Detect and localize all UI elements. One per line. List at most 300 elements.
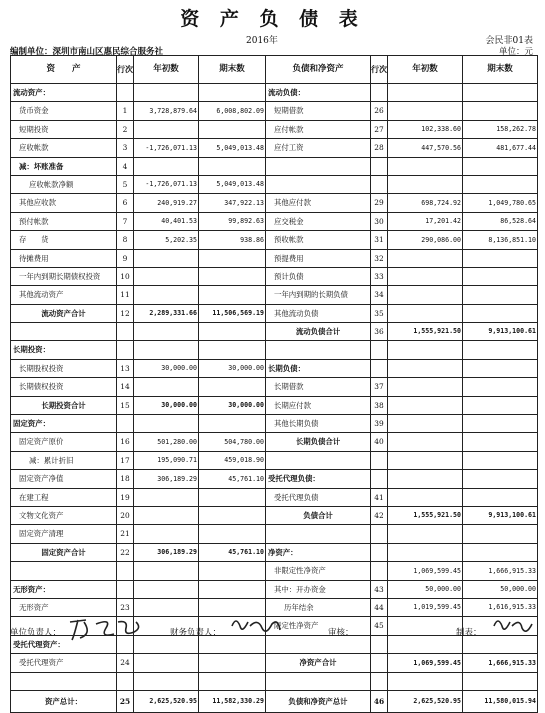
asset-begin: 306,189.29 [134,543,199,561]
page-title: 资 产 负 债 表 [180,8,365,30]
liability-item: 一年内到期的长期负债 [266,286,371,304]
liability-item [266,157,371,175]
asset-begin [134,249,199,267]
asset-item: 固定资产净值 [11,470,117,488]
asset-item: 长期股权投资 [11,359,117,377]
liability-end: 50,000.00 [463,580,538,598]
asset-line-no: 16 [117,433,134,451]
liability-line-no: 29 [371,194,388,212]
asset-line-no: 4 [117,157,134,175]
liability-item: 受托代理负债 [266,488,371,506]
liability-item: 流动负债： [266,84,371,102]
asset-item: 待摊费用 [11,249,117,267]
liability-line-no [371,157,388,175]
liability-begin [388,84,463,102]
liability-line-no: 39 [371,415,388,433]
asset-end [199,562,266,580]
table-row [11,415,538,433]
table-row [11,120,538,138]
liability-line-no: 28 [371,139,388,157]
asset-item: 应收帐款 [11,139,117,157]
table-row [11,470,538,488]
asset-item [11,672,117,690]
asset-end: 938.86 [199,231,266,249]
asset-end [199,249,266,267]
asset-item: 预付帐款 [11,212,117,230]
liability-begin [388,415,463,433]
asset-item: 应收帐款净额 [11,175,117,193]
liability-end [463,396,538,414]
asset-end: 99,892.63 [199,212,266,230]
preparer-label: 制表： [456,628,482,638]
asset-line-no: 20 [117,506,134,524]
asset-end: 504,780.00 [199,433,266,451]
liability-total-begin: 2,625,520.95 [388,690,463,712]
asset-item: 存 货 [11,231,117,249]
liability-item: 短期借款 [266,102,371,120]
liability-item: 长期负债合计 [266,433,371,451]
asset-item: 短期投资 [11,120,117,138]
liability-begin [388,102,463,120]
liability-begin [388,157,463,175]
asset-line-no: 24 [117,654,134,672]
table-row [11,102,538,120]
liability-line-no: 33 [371,267,388,285]
asset-line-no [117,562,134,580]
table-row [11,672,538,690]
asset-item: 在建工程 [11,488,117,506]
asset-begin: 240,919.27 [134,194,199,212]
liability-line-no [371,359,388,377]
liability-item [266,672,371,690]
asset-end [199,341,266,359]
table-row [11,543,538,561]
liability-end [463,102,538,120]
liability-item: 其他长期负债 [266,415,371,433]
preparer-signature [490,612,538,642]
asset-end [199,488,266,506]
liability-begin [388,543,463,561]
report-year: 2016年 [246,36,278,46]
liability-item: 长期应付款 [266,396,371,414]
asset-end: 11,506,569.19 [199,304,266,322]
table-row [11,175,538,193]
header-begin: 年初数 [134,56,199,84]
asset-line-no: 23 [117,598,134,616]
table-row [11,506,538,524]
asset-begin: 195,090.71 [134,451,199,469]
liability-begin [388,672,463,690]
liability-total-line-no: 46 [371,690,388,712]
asset-begin [134,415,199,433]
asset-item: 其他流动资产 [11,286,117,304]
asset-item: 固定资产： [11,415,117,433]
asset-item: 受托代理资产： [11,635,117,653]
liability-line-no: 36 [371,323,388,341]
table-header-row [11,56,538,84]
asset-end [199,672,266,690]
liability-line-no: 34 [371,286,388,304]
liability-end [463,525,538,543]
asset-begin [134,654,199,672]
liability-end: 158,262.78 [463,120,538,138]
header-liabilities: 负债和净资产 [266,56,371,84]
liability-end [463,543,538,561]
liability-line-no [371,525,388,543]
liability-item [266,451,371,469]
signature-footer [10,618,537,644]
header-line: 行次 [117,56,134,84]
liability-line-no: 42 [371,506,388,524]
liability-end [463,267,538,285]
asset-begin: 3,728,879.64 [134,102,199,120]
liability-item: 流动负债合计 [266,323,371,341]
liability-begin: 102,338.60 [388,120,463,138]
liability-item: 历年结余 [266,598,371,616]
liability-item: 非限定性净资产 [266,562,371,580]
asset-end [199,323,266,341]
liability-begin: 50,000.00 [388,580,463,598]
liability-item: 应交税金 [266,212,371,230]
table-row [11,249,538,267]
asset-begin: 40,401.53 [134,212,199,230]
asset-end: 5,049,013.48 [199,175,266,193]
liability-line-no [371,84,388,102]
liability-end: 9,913,100.61 [463,323,538,341]
asset-end [199,415,266,433]
table-row [11,341,538,359]
asset-line-no: 21 [117,525,134,543]
liability-end: 1,666,915.33 [463,654,538,672]
asset-begin: -1,726,071.13 [134,175,199,193]
finance-head-signature [228,612,288,642]
liability-begin: 447,570.56 [388,139,463,157]
asset-line-no [117,84,134,102]
liability-end [463,672,538,690]
table-row [11,139,538,157]
liability-end [463,415,538,433]
unit-head-signature [66,614,146,644]
liability-begin [388,488,463,506]
liability-item: 长期负债： [266,359,371,377]
liability-begin [388,341,463,359]
liability-end [463,433,538,451]
form-number: 会民非01表 [485,36,533,46]
liability-line-no: 35 [371,304,388,322]
asset-begin [134,672,199,690]
liability-item [266,525,371,543]
asset-begin [134,341,199,359]
liability-total-end: 11,580,015.94 [463,690,538,712]
asset-item: 货币资金 [11,102,117,120]
liability-line-no [371,672,388,690]
asset-begin [134,525,199,543]
liability-end [463,359,538,377]
liability-begin: 290,086.00 [388,231,463,249]
table-row [11,654,538,672]
liability-item: 限定性净资产 [266,617,371,635]
liability-line-no [371,175,388,193]
table-row [11,359,538,377]
liability-end [463,157,538,175]
asset-line-no: 1 [117,102,134,120]
liability-line-no: 27 [371,120,388,138]
asset-line-no: 14 [117,378,134,396]
asset-item: 流动资产合计 [11,304,117,322]
liability-line-no [371,562,388,580]
asset-begin: 5,202.35 [134,231,199,249]
table-row [11,562,538,580]
asset-end [199,580,266,598]
table-row [11,323,538,341]
asset-end [199,120,266,138]
asset-begin: 501,280.00 [134,433,199,451]
liability-end [463,84,538,102]
asset-begin: 2,289,331.66 [134,304,199,322]
liability-line-no [371,543,388,561]
asset-end [199,286,266,304]
liability-end: 1,666,915.33 [463,562,538,580]
header-end: 期末数 [199,56,266,84]
asset-line-no: 7 [117,212,134,230]
asset-line-no: 8 [117,231,134,249]
asset-item: 固定资产原价 [11,433,117,451]
table-row [11,433,538,451]
asset-end [199,525,266,543]
asset-begin: 306,189.29 [134,470,199,488]
asset-end [199,267,266,285]
asset-begin [134,286,199,304]
liability-line-no [371,451,388,469]
asset-end [199,506,266,524]
header-end-2: 期末数 [463,56,538,84]
liability-line-no: 30 [371,212,388,230]
asset-line-no: 22 [117,543,134,561]
liability-total-label: 负债和净资产总计 [266,690,371,712]
asset-end: 347,922.13 [199,194,266,212]
asset-end: 30,000.00 [199,359,266,377]
liability-begin [388,249,463,267]
liability-end: 86,528.64 [463,212,538,230]
asset-begin: 30,000.00 [134,359,199,377]
asset-item: 减：坏账准备 [11,157,117,175]
table-row [11,378,538,396]
table-row [11,580,538,598]
liability-line-no [371,470,388,488]
asset-item: 长期投资： [11,341,117,359]
asset-begin [134,488,199,506]
asset-line-no: 9 [117,249,134,267]
table-row [11,194,538,212]
liability-end [463,341,538,359]
liability-line-no: 26 [371,102,388,120]
table-row [11,267,538,285]
table-row [11,231,538,249]
liability-begin: 1,555,921.50 [388,323,463,341]
asset-end: 45,761.10 [199,470,266,488]
asset-begin [134,157,199,175]
asset-line-no: 11 [117,286,134,304]
auditor-label: 审核： [328,628,354,638]
liability-begin: 17,201.42 [388,212,463,230]
liability-begin [388,433,463,451]
asset-item [11,562,117,580]
liability-line-no: 32 [371,249,388,267]
liability-begin [388,286,463,304]
asset-end: 5,049,013.48 [199,139,266,157]
asset-line-no: 13 [117,359,134,377]
liability-begin: 698,724.92 [388,194,463,212]
liability-item: 负债合计 [266,506,371,524]
asset-item: 长期债权投资 [11,378,117,396]
asset-begin [134,506,199,524]
asset-item [11,323,117,341]
asset-line-no [117,415,134,433]
asset-line-no: 15 [117,396,134,414]
asset-begin [134,323,199,341]
liability-line-no: 44 [371,598,388,616]
liability-end [463,175,538,193]
liability-begin [388,359,463,377]
asset-item: 固定资产清理 [11,525,117,543]
liability-end: 9,913,100.61 [463,506,538,524]
liability-line-no: 45 [371,617,388,635]
liability-line-no [371,341,388,359]
liability-line-no: 31 [371,231,388,249]
table-row [11,396,538,414]
organization-label: 编制单位：深圳市南山区惠民综合服务社 [10,47,164,57]
asset-line-no: 18 [117,470,134,488]
table-row [11,488,538,506]
liability-end [463,470,538,488]
asset-item: 长期投资合计 [11,396,117,414]
asset-begin [134,378,199,396]
liability-begin [388,175,463,193]
liability-line-no: 41 [371,488,388,506]
asset-line-no: 2 [117,120,134,138]
liability-item: 预提费用 [266,249,371,267]
header-begin-2: 年初数 [388,56,463,84]
liability-item: 长期借款 [266,378,371,396]
liability-item: 受托代理负债： [266,470,371,488]
liability-item [266,341,371,359]
asset-begin [134,562,199,580]
asset-total-end: 11,582,330.29 [199,690,266,712]
asset-line-no: 12 [117,304,134,322]
asset-item: 流动资产： [11,84,117,102]
liability-line-no: 40 [371,433,388,451]
asset-begin: 30,000.00 [134,396,199,414]
asset-line-no: 17 [117,451,134,469]
finance-head-label: 财务负责人： [170,628,222,638]
asset-begin [134,120,199,138]
asset-item: 无形资产 [11,598,117,616]
table-row [11,451,538,469]
table-row [11,525,538,543]
asset-total-line-no: 25 [117,690,134,712]
liability-begin [388,378,463,396]
asset-end: 459,018.90 [199,451,266,469]
asset-line-no: 3 [117,139,134,157]
asset-line-no [117,580,134,598]
liability-item: 应付工资 [266,139,371,157]
liability-end [463,286,538,304]
asset-item: 一年内到期长期债权投资 [11,267,117,285]
liability-line-no: 43 [371,580,388,598]
liability-end [463,304,538,322]
asset-begin [134,580,199,598]
asset-line-no [117,323,134,341]
asset-end: 6,008,802.09 [199,102,266,120]
asset-end [199,157,266,175]
asset-line-no [117,341,134,359]
liability-end: 481,677.44 [463,139,538,157]
table-row [11,304,538,322]
asset-begin [134,84,199,102]
asset-line-no: 10 [117,267,134,285]
liability-begin [388,525,463,543]
asset-total-label: 资产总计： [11,690,117,712]
asset-item: 减：累计折旧 [11,451,117,469]
liability-item: 其他流动负债 [266,304,371,322]
liability-begin: 1,019,599.45 [388,598,463,616]
liability-begin: 1,555,921.50 [388,506,463,524]
asset-line-no [117,672,134,690]
liability-item: 预计负债 [266,267,371,285]
liability-item: 预收帐款 [266,231,371,249]
liability-begin: 1,069,599.45 [388,562,463,580]
asset-item: 固定资产合计 [11,543,117,561]
asset-item: 文物文化资产 [11,506,117,524]
liability-end: 8,136,851.10 [463,231,538,249]
asset-end [199,654,266,672]
table-row [11,84,538,102]
header-line-2: 行次 [371,56,388,84]
liability-line-no: 38 [371,396,388,414]
table-row [11,157,538,175]
header-asset: 资 产 [11,56,117,84]
asset-end [199,84,266,102]
asset-total-begin: 2,625,520.95 [134,690,199,712]
liability-item: 净资产合计 [266,654,371,672]
unit-head-label: 单位负责人： [10,628,62,638]
table-row [11,286,538,304]
liability-end [463,378,538,396]
liability-item [266,175,371,193]
liability-line-no [371,654,388,672]
total-row [11,690,538,712]
liability-end [463,451,538,469]
liability-end [463,488,538,506]
liability-begin: 1,069,599.45 [388,654,463,672]
liability-item: 其他应付款 [266,194,371,212]
liability-item: 净资产： [266,543,371,561]
liability-end: 1,049,780.65 [463,194,538,212]
liability-item: 应付帐款 [266,120,371,138]
asset-item: 其他应收款 [11,194,117,212]
asset-end: 45,761.10 [199,543,266,561]
liability-line-no: 37 [371,378,388,396]
asset-begin: -1,726,071.13 [134,139,199,157]
asset-item: 无形资产： [11,580,117,598]
asset-item: 受托代理资产 [11,654,117,672]
liability-item: 其中：开办资金 [266,580,371,598]
asset-end: 30,000.00 [199,396,266,414]
liability-end: 1,616,915.33 [463,598,538,616]
asset-end [199,378,266,396]
liability-begin [388,304,463,322]
liability-begin [388,451,463,469]
